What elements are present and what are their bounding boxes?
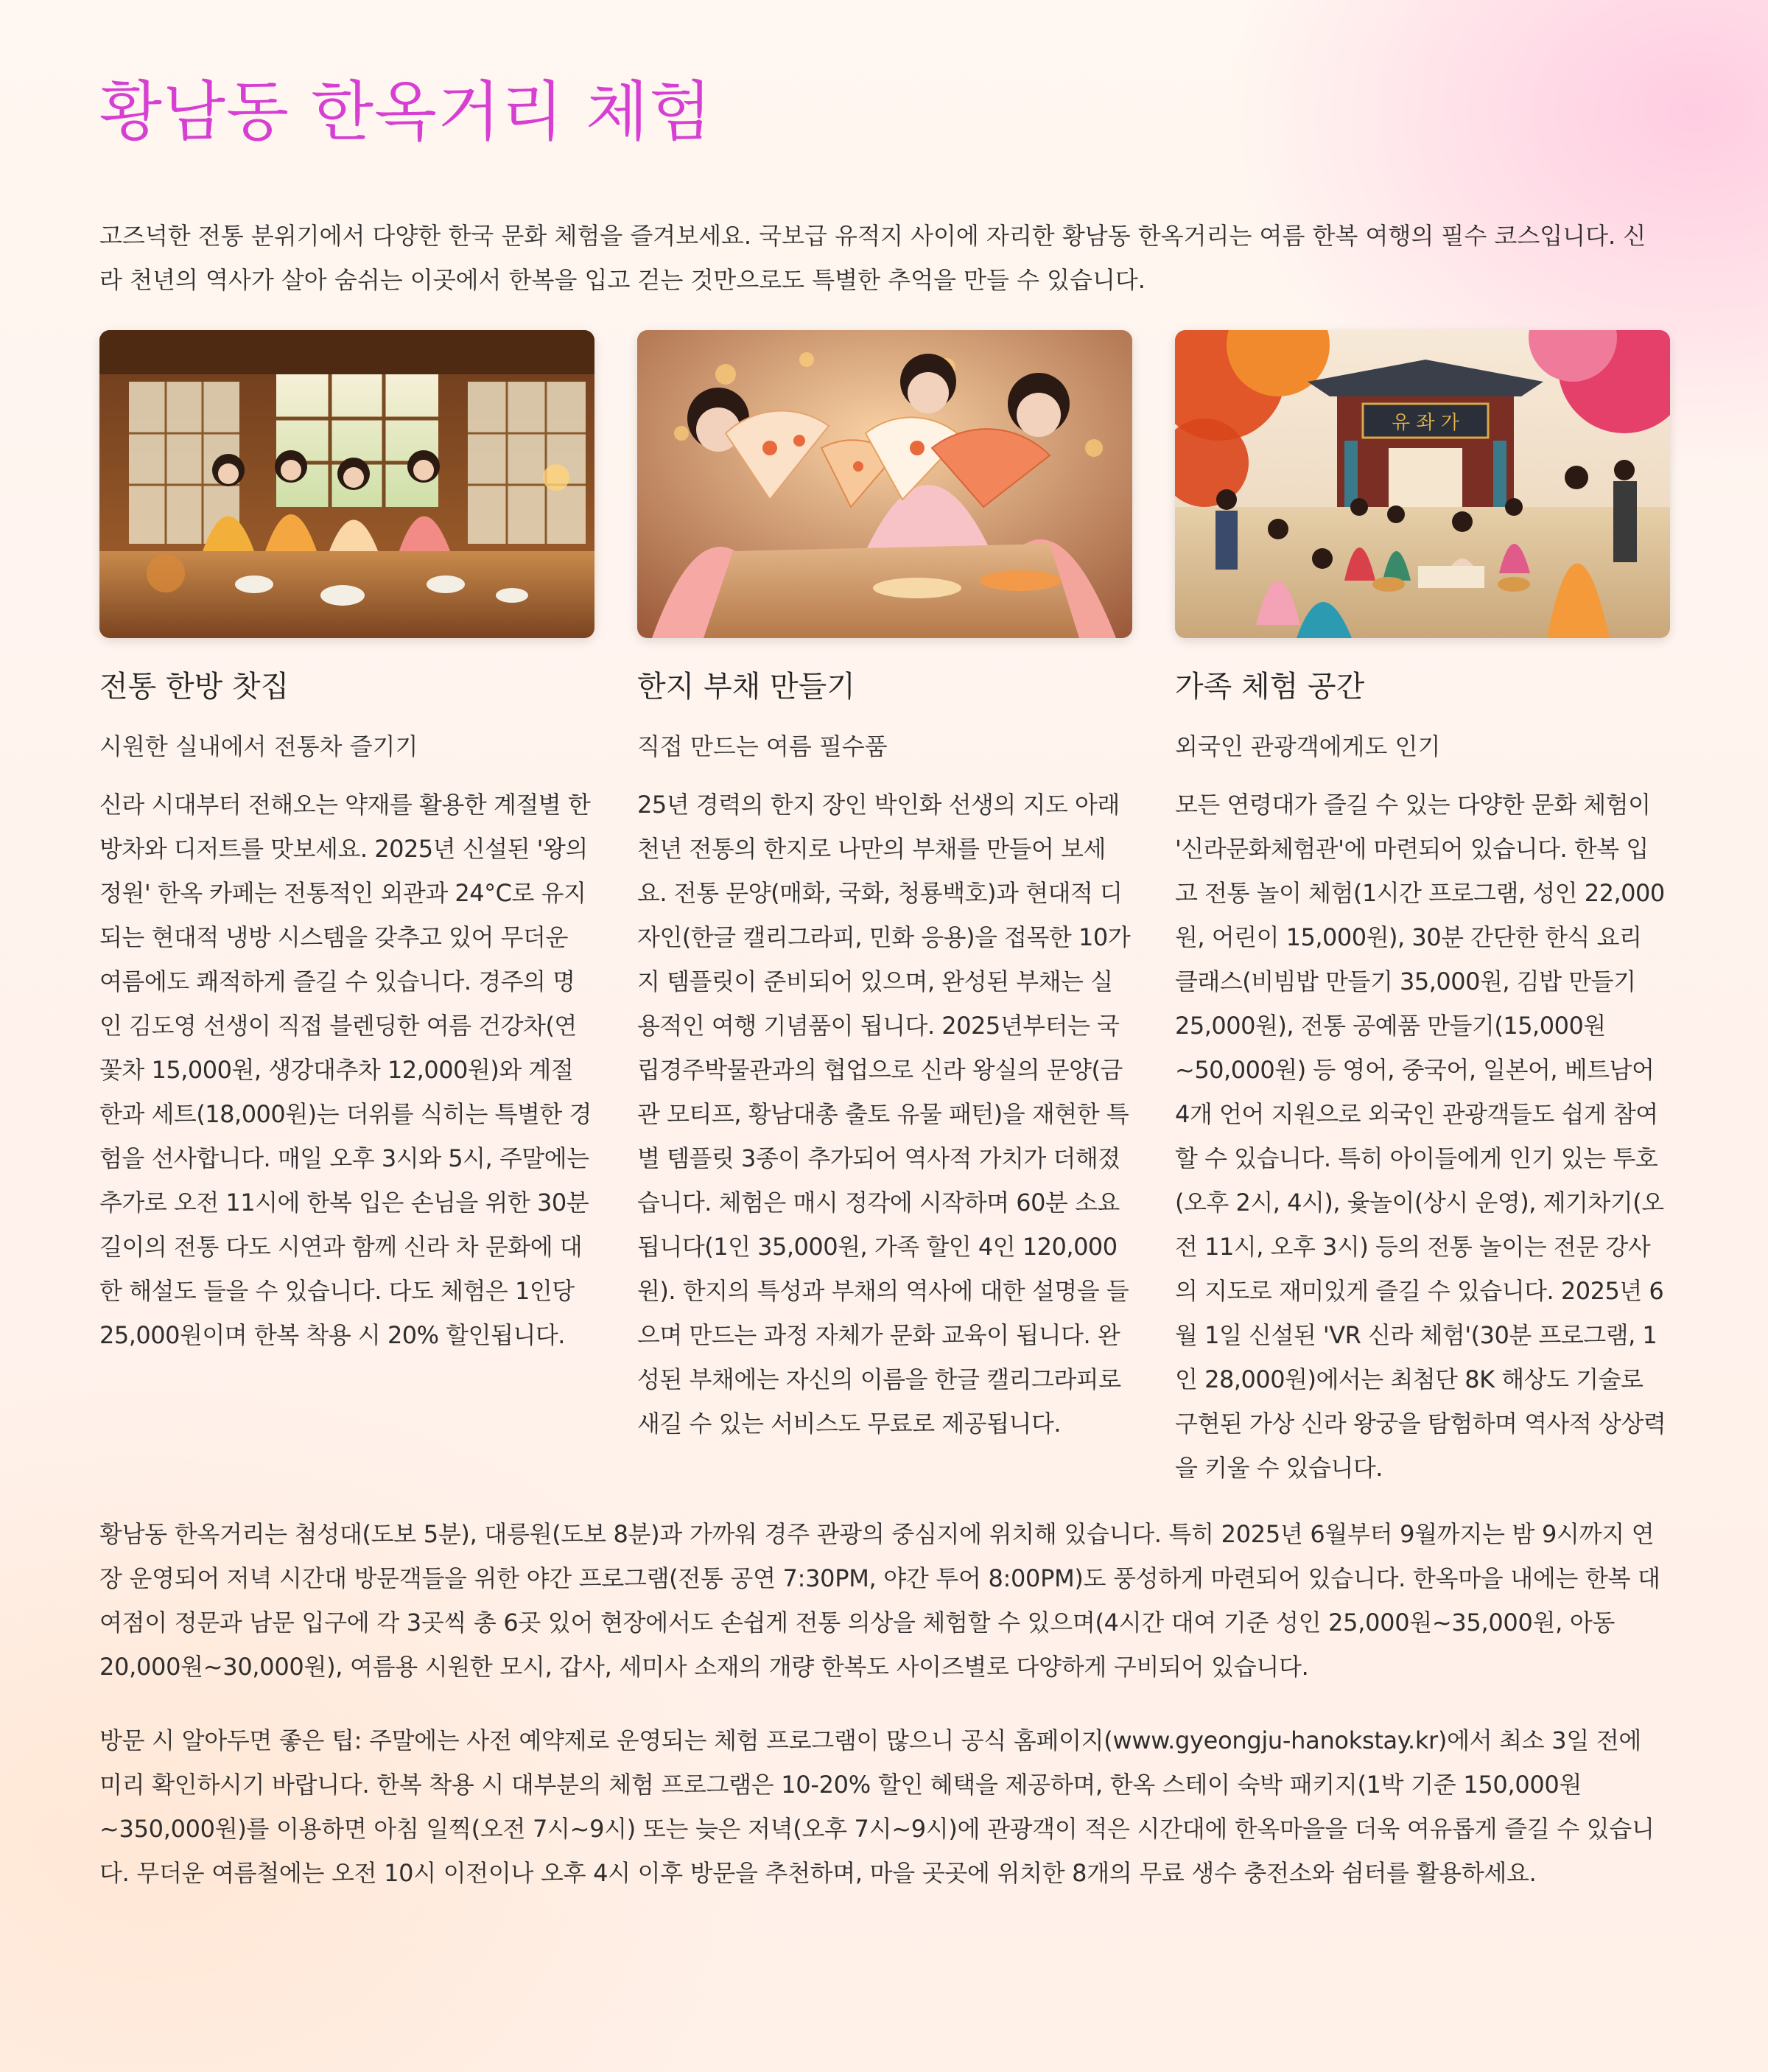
feature-cards bbox=[99, 330, 1669, 1490]
card-heading: 가족 체험 공간 bbox=[1175, 670, 1365, 704]
page-title: 황남동 한옥거리 체험 bbox=[99, 74, 713, 150]
tips-paragraph: 방문 시 알아두면 좋은 팁: 주말에는 사전 예약제로 운영되는 체험 프로그램이 많으니 공식 홈페이지(www.gyeongju-hanokstay.kr)에서 최소 3일 전에 미리 확인하시기 바랍니다. 한복 착용 시 대부분의 체험 프로그램은 10-20% 할인 혜택을 제공하며, 한옥 스테이 숙박 패키지(1박 기준 150,000원~350,000원)를 이용하면 아침 일찍(오전 7시~9시) 또는 늦은 저녁(오후 7시~9시)에 관광객이 적은 시간대에 한옥마을을 더욱 여유롭게 즐길 수 있습니다. 무더운 여름철에는 오전 10시 이전이나 오후 4시 이후 방문을 추천하며, 마을 곳곳에 위치한 8개의 무료 생수 충전소와 쉼터를 활용하세요. bbox=[99, 1726, 1655, 1887]
card-heading: 한지 부채 만들기 bbox=[637, 670, 855, 704]
card-subheading: 직접 만드는 여름 필수품 bbox=[637, 732, 888, 760]
card-body: 25년 경력의 한지 장인 박인화 선생의 지도 아래 천년 전통의 한지로 나만의 부채를 만들어 보세요. 전통 문양(매화, 국화, 청룡백호)과 현대적 디자인(한글 캘리그라피, 민화 응용)을 접목한 10가지 템플릿이 준비되어 있으며, 완성된 부채는 실용적인 여행 기념품이 됩니다. 2025년부터는 국립경주박물관과의 협업으로 신라 왕실의 문양(금관 모티프, 황남대총 출토 유물 패턴)을 재현한 특별 템플릿 3종이 추가되어 역사적 가치가 더해졌습니다. 체험은 매시 정각에 시작하며 60분 소요됩니다(1인 35,000원, 가족 할인 4인 120,000원). 한지의 특성과 부채의 역사에 대한 설명을 들으며 만드는 과정 자체가 문화 교육이 됩니다. 완성된 부채에는 자신의 이름을 한글 캘리그라피로 새길 수 있는 서비스도 무료로 제공됩니다. bbox=[637, 791, 1131, 1438]
location-paragraph: 황남동 한옥거리는 첨성대(도보 5분), 대릉원(도보 8분)과 가까워 경주 관광의 중심지에 위치해 있습니다. 특히 2025년 6월부터 9월까지는 밤 9시까지 연장 운영되어 저녁 시간대 방문객들을 위한 야간 프로그램(전통 공연 7:30PM, 야간 투어 8:00PM)도 풍성하게 마련되어 있습니다. 한옥마을 내에는 한복 대여점이 정문과 남문 입구에 각 3곳씩 총 6곳 있어 현장에서도 손쉽게 전통 의상을 체험할 수 있으며(4시간 대여 기준 성인 25,000원~35,000원, 아동 20,000원~30,000원), 여름용 시원한 모시, 갑사, 세미사 소재의 개량 한복도 사이즈별로 다양하게 구비되어 있습니다. bbox=[99, 1520, 1660, 1681]
intro-paragraph: 고즈넉한 전통 분위기에서 다양한 한국 문화 체험을 즐겨보세요. 국보급 유적지 사이에 자리한 황남동 한옥거리는 여름 한복 여행의 필수 코스입니다. 신라 천년의 역사가 살아 숨쉬는 이곳에서 한복을 입고 걷는 것만으로도 특별한 추억을 만들 수 있습니다. bbox=[99, 222, 1646, 294]
family-space-photo bbox=[1175, 330, 1670, 638]
gate-sign-text: 유 좌 가 bbox=[1392, 412, 1459, 434]
card-family-space bbox=[1175, 330, 1670, 1490]
fan-making-photo bbox=[637, 330, 1132, 638]
card-fan-making bbox=[637, 330, 1132, 1490]
card-heading: 전통 한방 찻집 bbox=[99, 670, 290, 704]
card-tea-house bbox=[99, 330, 594, 1490]
card-body: 신라 시대부터 전해오는 약재를 활용한 계절별 한방차와 디저트를 맛보세요. 2025년 신설된 '왕의 정원' 한옥 카페는 전통적인 외관과 24°C로 유지되는 현대적 냉방 시스템을 갖추고 있어 무더운 여름에도 쾌적하게 즐길 수 있습니다. 경주의 명인 김도영 선생이 직접 블렌딩한 여름 건강차(연꽃차 15,000원, 생강대추차 12,000원)와 계절 한과 세트(18,000원)는 더위를 식히는 특별한 경험을 선사합니다. 매일 오후 3시와 5시, 주말에는 추가로 오전 11시에 한복 입은 손님을 위한 30분 길이의 전통 다도 시연과 함께 신라 차 문화에 대한 해설도 들을 수 있습니다. 다도 체험은 1인당 25,000원이며 한복 착용 시 20% 할인됩니다. bbox=[99, 791, 592, 1349]
card-subheading: 외국인 관광객에게도 인기 bbox=[1175, 732, 1441, 760]
card-body: 모든 연령대가 즐길 수 있는 다양한 문화 체험이 '신라문화체험관'에 마련되어 있습니다. 한복 입고 전통 놀이 체험(1시간 프로그램, 성인 22,000원, 어린이 15,000원), 30분 간단한 한식 요리 클래스(비빔밥 만들기 35,000원, 김밥 만들기 25,000원), 전통 공예품 만들기(15,000원~50,000원) 등 영어, 중국어, 일본어, 베트남어 4개 언어 지원으로 외국인 관광객들도 쉽게 참여할 수 있습니다. 특히 아이들에게 인기 있는 투호(오후 2시, 4시), 윷놀이(상시 운영), 제기차기(오전 11시, 오후 3시) 등의 전통 놀이는 전문 강사의 지도로 재미있게 즐길 수 있습니다. 2025년 6월 1일 신설된 'VR 신라 체험'(30분 프로그램, 1인 28,000원)에서는 최첨단 8K 해상도 기술로 구현된 가상 신라 왕궁을 탐험하며 역사적 상상력을 키울 수 있습니다. bbox=[1175, 791, 1666, 1482]
tea-house-photo bbox=[99, 330, 594, 638]
card-subheading: 시원한 실내에서 전통차 즐기기 bbox=[99, 732, 418, 760]
